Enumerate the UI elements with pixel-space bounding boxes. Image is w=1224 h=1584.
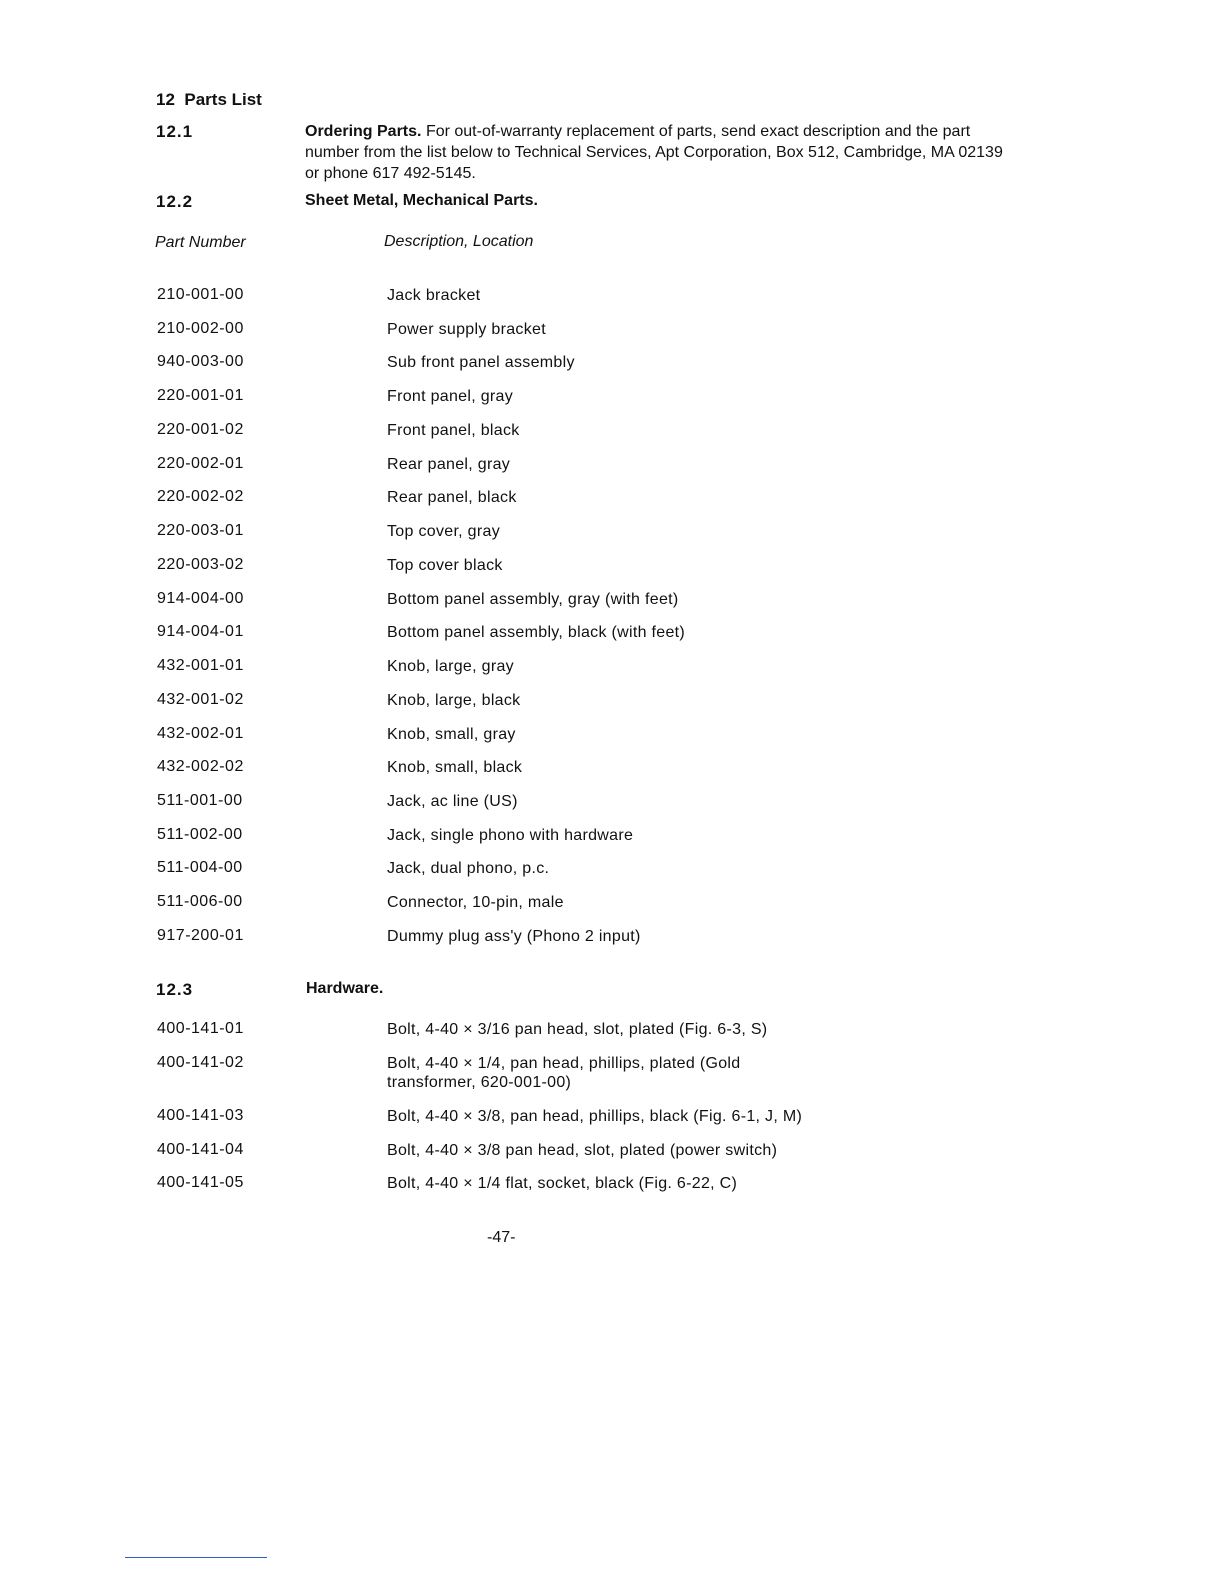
section-title-text: Parts List	[184, 90, 262, 109]
part-number: 511-006-00	[157, 893, 243, 910]
subsection-number-12-1: 12.1	[156, 122, 194, 141]
part-description: Bottom panel assembly, gray (with feet)	[387, 591, 679, 608]
part-description: Top cover, gray	[387, 523, 500, 540]
part-description: Sub front panel assembly	[387, 354, 575, 371]
part-description: Knob, large, gray	[387, 658, 514, 675]
column-header-part-number: Part Number	[155, 234, 246, 251]
part-number: 432-002-02	[157, 758, 244, 775]
ordering-parts-body: For out-of-warranty replacement of parts, send exact description and the part number from the list below to Technical Services, Apt Corporation, Box 512, Cambridge, MA 02139 or phone 617 492-5145.	[305, 123, 1003, 182]
part-description: Bolt, 4-40 × 3/8, pan head, phillips, black (Fig. 6-1, J, M)	[387, 1108, 803, 1125]
table-row	[0, 758, 1224, 788]
ordering-parts-paragraph	[305, 121, 1005, 184]
part-number: 220-003-01	[157, 522, 244, 539]
table-row	[0, 421, 1224, 451]
part-description: Knob, large, black	[387, 692, 521, 709]
part-description: Bolt, 4-40 × 1/4, pan head, phillips, plated (Gold transformer, 620-001-00)	[387, 1055, 741, 1091]
section-number: 12	[156, 90, 175, 109]
part-number: 940-003-00	[157, 353, 244, 370]
table-row	[0, 725, 1224, 755]
subsection-number-12-3: 12.3	[156, 980, 194, 999]
part-description: Knob, small, gray	[387, 726, 516, 743]
part-description: Jack, single phono with hardware	[387, 827, 634, 844]
part-number: 432-002-01	[157, 725, 244, 742]
part-description: Top cover black	[387, 557, 503, 574]
part-description: Connector, 10-pin, male	[387, 894, 564, 911]
subsection-title-12-3: Hardware.	[306, 980, 384, 997]
part-description: Bolt, 4-40 × 1/4 flat, socket, black (Fig. 6-22, C)	[387, 1175, 738, 1192]
table-row	[0, 893, 1224, 923]
table-row	[0, 1054, 1224, 1098]
page-number: -47-	[487, 1229, 516, 1246]
part-description: Jack, dual phono, p.c.	[387, 860, 550, 877]
part-number: 400-141-03	[157, 1107, 244, 1124]
part-description: Rear panel, gray	[387, 456, 511, 473]
part-description: Front panel, gray	[387, 388, 514, 405]
part-number: 914-004-00	[157, 590, 244, 607]
table-row	[0, 353, 1224, 383]
table-row	[0, 792, 1224, 822]
part-number: 220-001-01	[157, 387, 244, 404]
part-number: 220-001-02	[157, 421, 244, 438]
table-row	[0, 590, 1224, 620]
part-description: Front panel, black	[387, 422, 520, 439]
ordering-parts-lead: Ordering Parts.	[305, 123, 422, 140]
table-row	[0, 826, 1224, 856]
subsection-number-12-2: 12.2	[156, 192, 194, 211]
part-description: Bolt, 4-40 × 3/16 pan head, slot, plated (Fig. 6-3, S)	[387, 1021, 768, 1038]
table-row	[0, 1141, 1224, 1171]
table-row	[0, 1020, 1224, 1050]
part-description: Jack, ac line (US)	[387, 793, 518, 810]
part-number: 917-200-01	[157, 927, 244, 944]
table-row	[0, 286, 1224, 316]
table-row	[0, 387, 1224, 417]
table-row	[0, 455, 1224, 485]
section-title	[156, 90, 262, 110]
part-number: 210-001-00	[157, 286, 244, 303]
table-row	[0, 1174, 1224, 1204]
table-row	[0, 927, 1224, 957]
part-description: Power supply bracket	[387, 321, 546, 338]
part-number: 400-141-04	[157, 1141, 244, 1158]
part-number: 220-002-01	[157, 455, 244, 472]
table-row	[0, 623, 1224, 653]
part-number: 210-002-00	[157, 320, 244, 337]
table-row	[0, 1107, 1224, 1137]
part-description: Rear panel, black	[387, 489, 517, 506]
subsection-title-12-2: Sheet Metal, Mechanical Parts.	[305, 192, 538, 209]
table-row	[0, 488, 1224, 518]
part-number: 400-141-01	[157, 1020, 244, 1037]
part-number: 220-003-02	[157, 556, 244, 573]
table-row	[0, 556, 1224, 586]
table-row	[0, 859, 1224, 889]
part-number: 511-001-00	[157, 792, 243, 809]
part-description: Knob, small, black	[387, 759, 523, 776]
table-row	[0, 691, 1224, 721]
part-number: 400-141-02	[157, 1054, 244, 1071]
part-description: Bolt, 4-40 × 3/8 pan head, slot, plated (power switch)	[387, 1142, 778, 1159]
part-description: Bottom panel assembly, black (with feet)	[387, 624, 686, 641]
table-row	[0, 522, 1224, 552]
part-number: 432-001-01	[157, 657, 244, 674]
part-number: 400-141-05	[157, 1174, 244, 1191]
footnote-divider	[125, 1557, 267, 1558]
part-number: 432-001-02	[157, 691, 244, 708]
part-number: 220-002-02	[157, 488, 244, 505]
part-description: Dummy plug ass'y (Phono 2 input)	[387, 928, 641, 945]
table-row	[0, 657, 1224, 687]
part-description: Jack bracket	[387, 287, 481, 304]
part-number: 914-004-01	[157, 623, 244, 640]
column-header-description: Description, Location	[384, 233, 534, 250]
table-row	[0, 320, 1224, 350]
part-number: 511-004-00	[157, 859, 243, 876]
part-number: 511-002-00	[157, 826, 243, 843]
